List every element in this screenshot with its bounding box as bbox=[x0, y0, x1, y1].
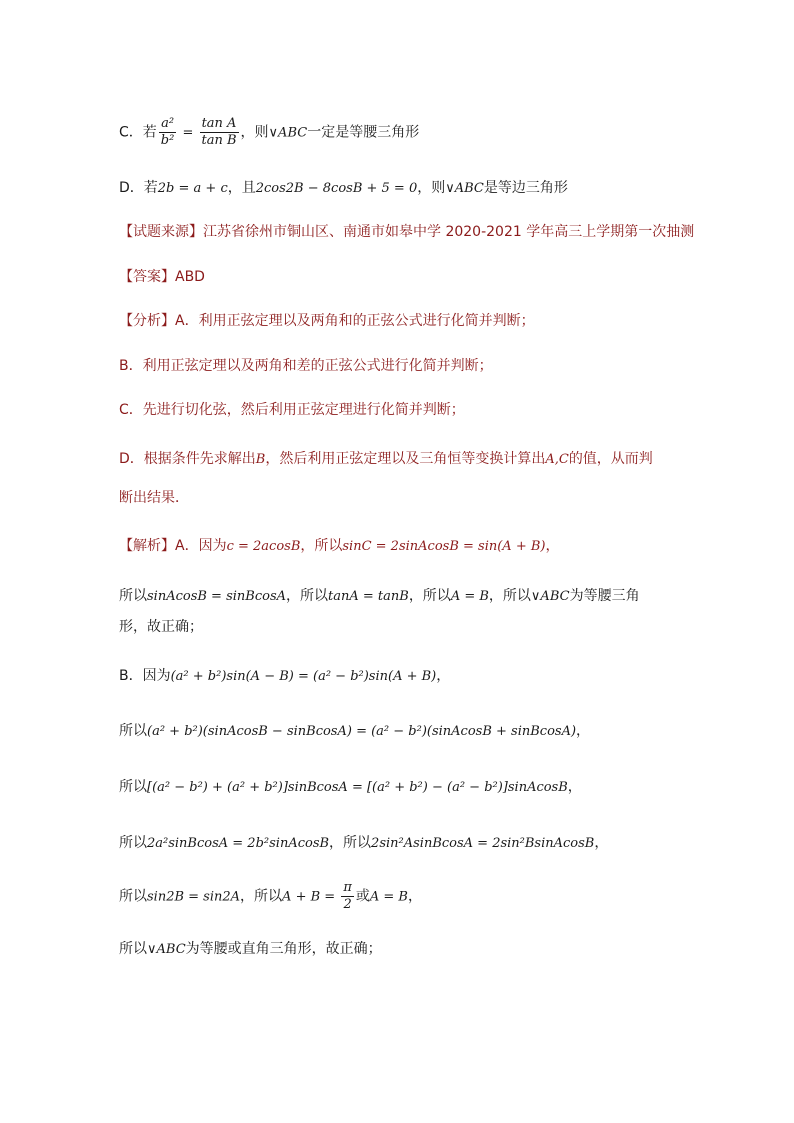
solution-line-3: 形，故正确； bbox=[119, 619, 203, 635]
analysis-d-cont: 断出结果． bbox=[119, 490, 189, 506]
analysis-d: D．根据条件先求解出B，然后利用正弦定理以及三角恒等变换计算出A,C的值，从而判 bbox=[119, 451, 653, 467]
solution-line-5: 所以(a² + b²)(sinAcosB − sinBcosA) = (a² − b²)(sinAcosB + sinBcosA)， bbox=[119, 723, 591, 739]
analysis-a: 【分析】A．利用正弦定理以及两角和的正弦公式进行化简并判断； bbox=[119, 313, 535, 329]
fraction-pi-over-2: $\frac{\pi}{2}$ bbox=[343, 880, 352, 912]
solution-line-9: 所以∨ABC为等腰或直角三角形，故正确； bbox=[119, 941, 382, 957]
question-source: 【试题来源】江苏省徐州市铜山区、南通市如皋中学 2020-2021 学年高三上学期第一次抽测 bbox=[119, 224, 695, 240]
fraction-tan: $\frac{\text{tan A}}{\text{tan B}}$ bbox=[201, 116, 237, 148]
analysis-b: B．利用正弦定理以及两角和差的正弦公式进行化简并判断； bbox=[119, 358, 493, 374]
option-c: C．若 $\frac{\text{a²}}{\text{b²}}$ = $\frac{\text{tan A}}{\text{tan B}}$ ，则∨ABC一定是等腰三角形 bbox=[119, 116, 420, 148]
option-d: D．若2b = a + c，且2cos2B − 8cosB + 5 = 0，则∨ABC是等边三角形 bbox=[119, 180, 568, 196]
solution-line-7: 所以2a²sinBcosA = 2b²sinAcosB，所以2sin²AsinBcosA = 2sin²BsinAcosB， bbox=[119, 835, 609, 851]
solution-line-6: 所以[(a² − b²) + (a² + b²)]sinBcosA = [(a² + b²) − (a² − b²)]sinAcosB， bbox=[119, 779, 582, 795]
answer-line: 【答案】ABD bbox=[119, 269, 205, 285]
solution-line-4: B．因为(a² + b²)sin(A − B) = (a² − b²)sin(A + B)， bbox=[119, 668, 451, 684]
analysis-c: C．先进行切化弦，然后利用正弦定理进行化简并判断； bbox=[119, 402, 465, 418]
fraction-a2-b2: $\frac{\text{a²}}{\text{b²}}$ bbox=[160, 116, 175, 148]
solution-line-2: 所以sinAcosB = sinBcosA，所以tanA = tanB，所以A = B，所以∨ABC为等腰三角 bbox=[119, 588, 640, 604]
solution-line-8: 所以sin2B = sin2A，所以A + B = $\frac{\pi}{2}$ 或A = B， bbox=[119, 880, 422, 912]
solution-line-1: 【解析】A．因为c = 2acosB，所以sinC = 2sinAcosB = sin(A + B)， bbox=[119, 538, 560, 554]
